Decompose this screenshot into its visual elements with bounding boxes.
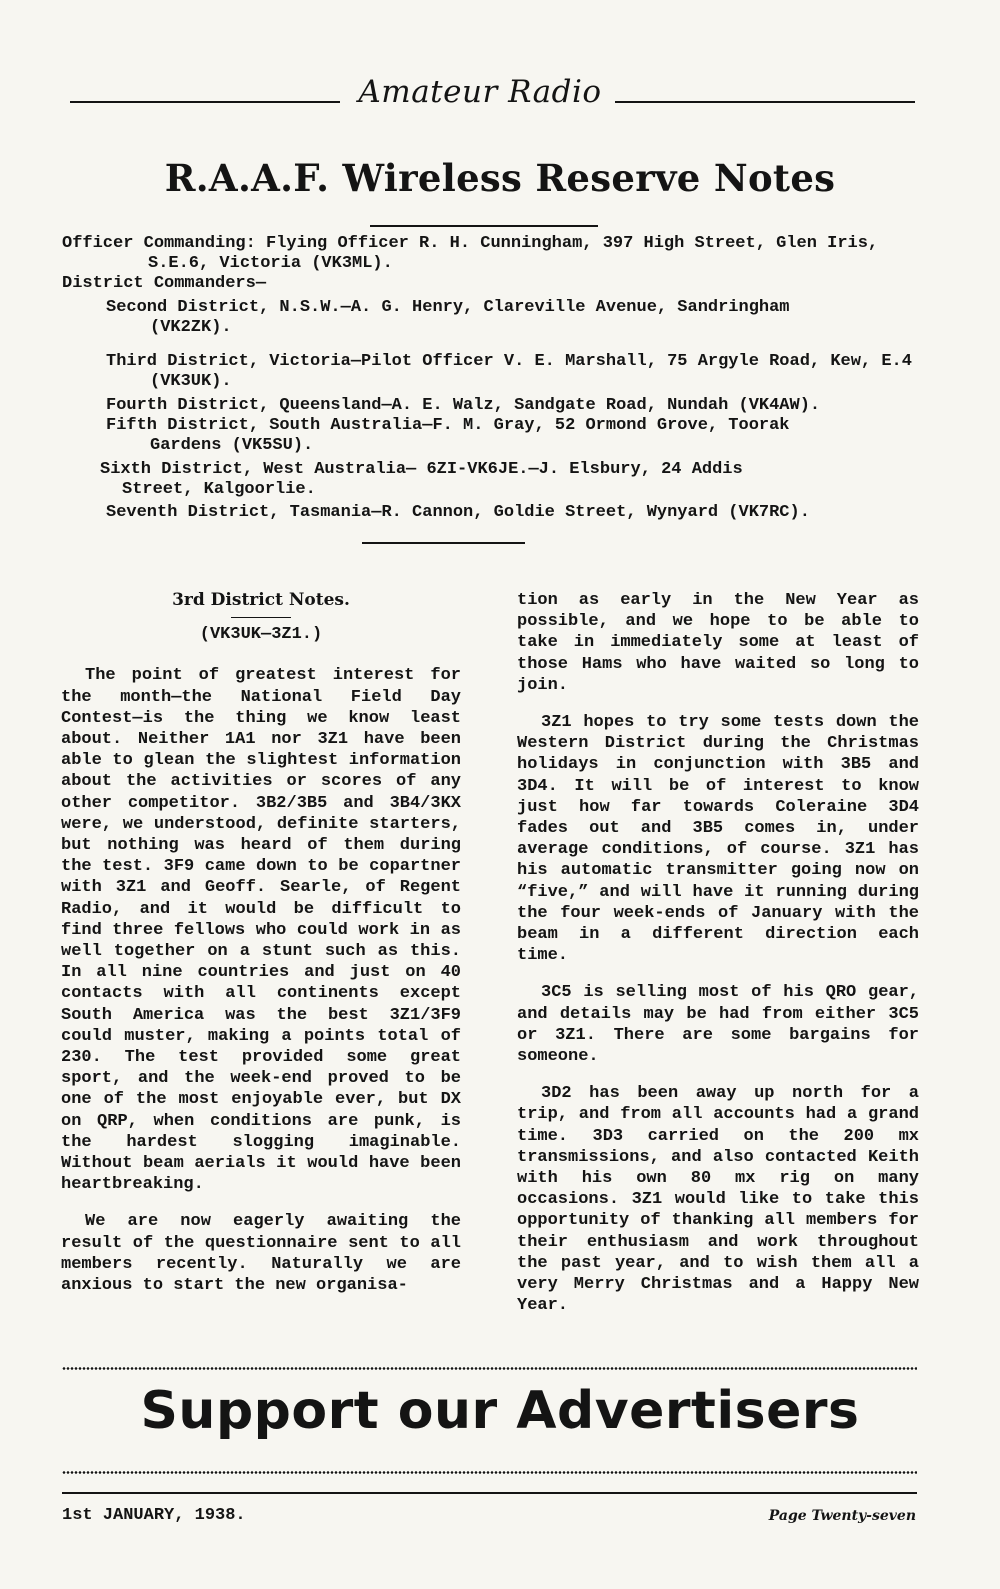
masthead-title: Amateur Radio [358, 74, 602, 110]
district-entry: Second District, N.S.W.—A. G. Henry, Clareville Avenue, Sandringham (VK2ZK). [106, 298, 790, 337]
commanders-heading: District Commanders— [62, 274, 267, 293]
masthead-rule-left [70, 101, 340, 103]
district-entry: Fourth District, Queensland—A. E. Walz, Sandgate Road, Nundah (VK4AW). [106, 396, 821, 415]
district-entry: Third District, Victoria—Pilot Officer V. E. Marshall, 75 Argyle Road, Kew, E.4 (VK3UK). [106, 352, 912, 391]
paragraph: 3D2 has been away up north for a trip, and from all accounts had a grand time. 3D3 carried on the 200 mx transmissions, and also contacted Keith with his own 80 mx rig on many occasions. 3Z1 would like to take this opportunity of thanking all members for their enthusiasm and work throughout the past year, and to wish them all a very Merry Christmas and a Happy New Year. [517, 1084, 919, 1316]
paragraph: The point of greatest interest for the month—the National Field Day Contest—is the thing we know least about. Neither 1A1 nor 3Z1 have been able to glean the slightest information about the activities or scores of any other competitor. 3B2/3B5 and 3B4/3KX were, we understood, definite starters, but nothing was heard of them during the test. 3F9 came down to be copartner with 3Z1 and Geoff. Searle, of Regent Radio, and it would be difficult to find three fellows who could work in as well together on a stunt such as this. In all nine countries and just on 40 contacts with all continents except South America was the best 3Z1/3F9 could muster, making a points total of 230. The test provided some great sport, and the week-end proved to be one of the most enjoyable ever, but DX on QRP, when conditions are punk, is the hardest slogging imaginable. Without beam aerials it would have been heartbreaking. [61, 666, 461, 1195]
paragraph: 3C5 is selling most of his QRO gear, and details may be had from either 3C5 or 3Z1. There are some bargains for someone. [517, 983, 919, 1067]
dotted-rule-bottom [62, 1470, 917, 1475]
masthead [70, 74, 915, 120]
footer-rule [62, 1492, 917, 1494]
notes-column-right [517, 590, 919, 1317]
notes-callsign: (VK3UK—3Z1.) [199, 625, 323, 645]
officer-line-2: S.E.6, Victoria (VK3ML). [148, 254, 393, 273]
notes-column-left [61, 590, 461, 1296]
footer-date: 1st JANUARY, 1938. [62, 1506, 246, 1525]
officer-line-1: Officer Commanding: Flying Officer R. H. Cunningham, 397 High Street, Glen Iris, [62, 234, 879, 253]
paragraph: 3Z1 hopes to try some tests down the Western District during the Christmas holidays in conjunction with 3B5 and 3D4. It will be of interest to know just how far towards Coleraine 3D4 fades out and 3B5 comes in, under average conditions, of course. 3Z1 has his automatic transmitter going now on “five,” and will have it running during the four week-ends of January with the beam in a different direction each time. [517, 713, 919, 966]
section-divider [362, 542, 525, 544]
officer-commanding [62, 234, 922, 274]
masthead-rule-right [615, 101, 915, 103]
footer-page-number: Page Twenty-seven [768, 1508, 916, 1524]
heading-underline [231, 617, 291, 618]
advertisers-banner: Support our Advertisers [140, 1381, 860, 1441]
district-directory [62, 234, 922, 523]
paragraph: We are now eagerly awaiting the result of the questionnaire sent to all members recently. Naturally we are anxious to start the new organisa- [61, 1212, 461, 1296]
notes-heading: 3rd District Notes. [172, 590, 350, 610]
paragraph-continuation: tion as early in the New Year as possible, and we hope to be able to take in immediately some at least of those Hams who have waited so long to join. [517, 591, 919, 695]
district-entry: Seventh District, Tasmania—R. Cannon, Goldie Street, Wynyard (VK7RC). [106, 503, 810, 522]
article-title: R.A.A.F. Wireless Reserve Notes [164, 156, 836, 200]
district-entry: Fifth District, South Australia—F. M. Gray, 52 Ormond Grove, Toorak Gardens (VK5SU). [106, 416, 790, 455]
title-divider [370, 225, 598, 227]
district-entry: Sixth District, West Australia— 6ZI-VK6JE.—J. Elsbury, 24 Addis Street, Kalgoorlie. [100, 460, 743, 499]
dotted-rule-top [62, 1366, 917, 1371]
